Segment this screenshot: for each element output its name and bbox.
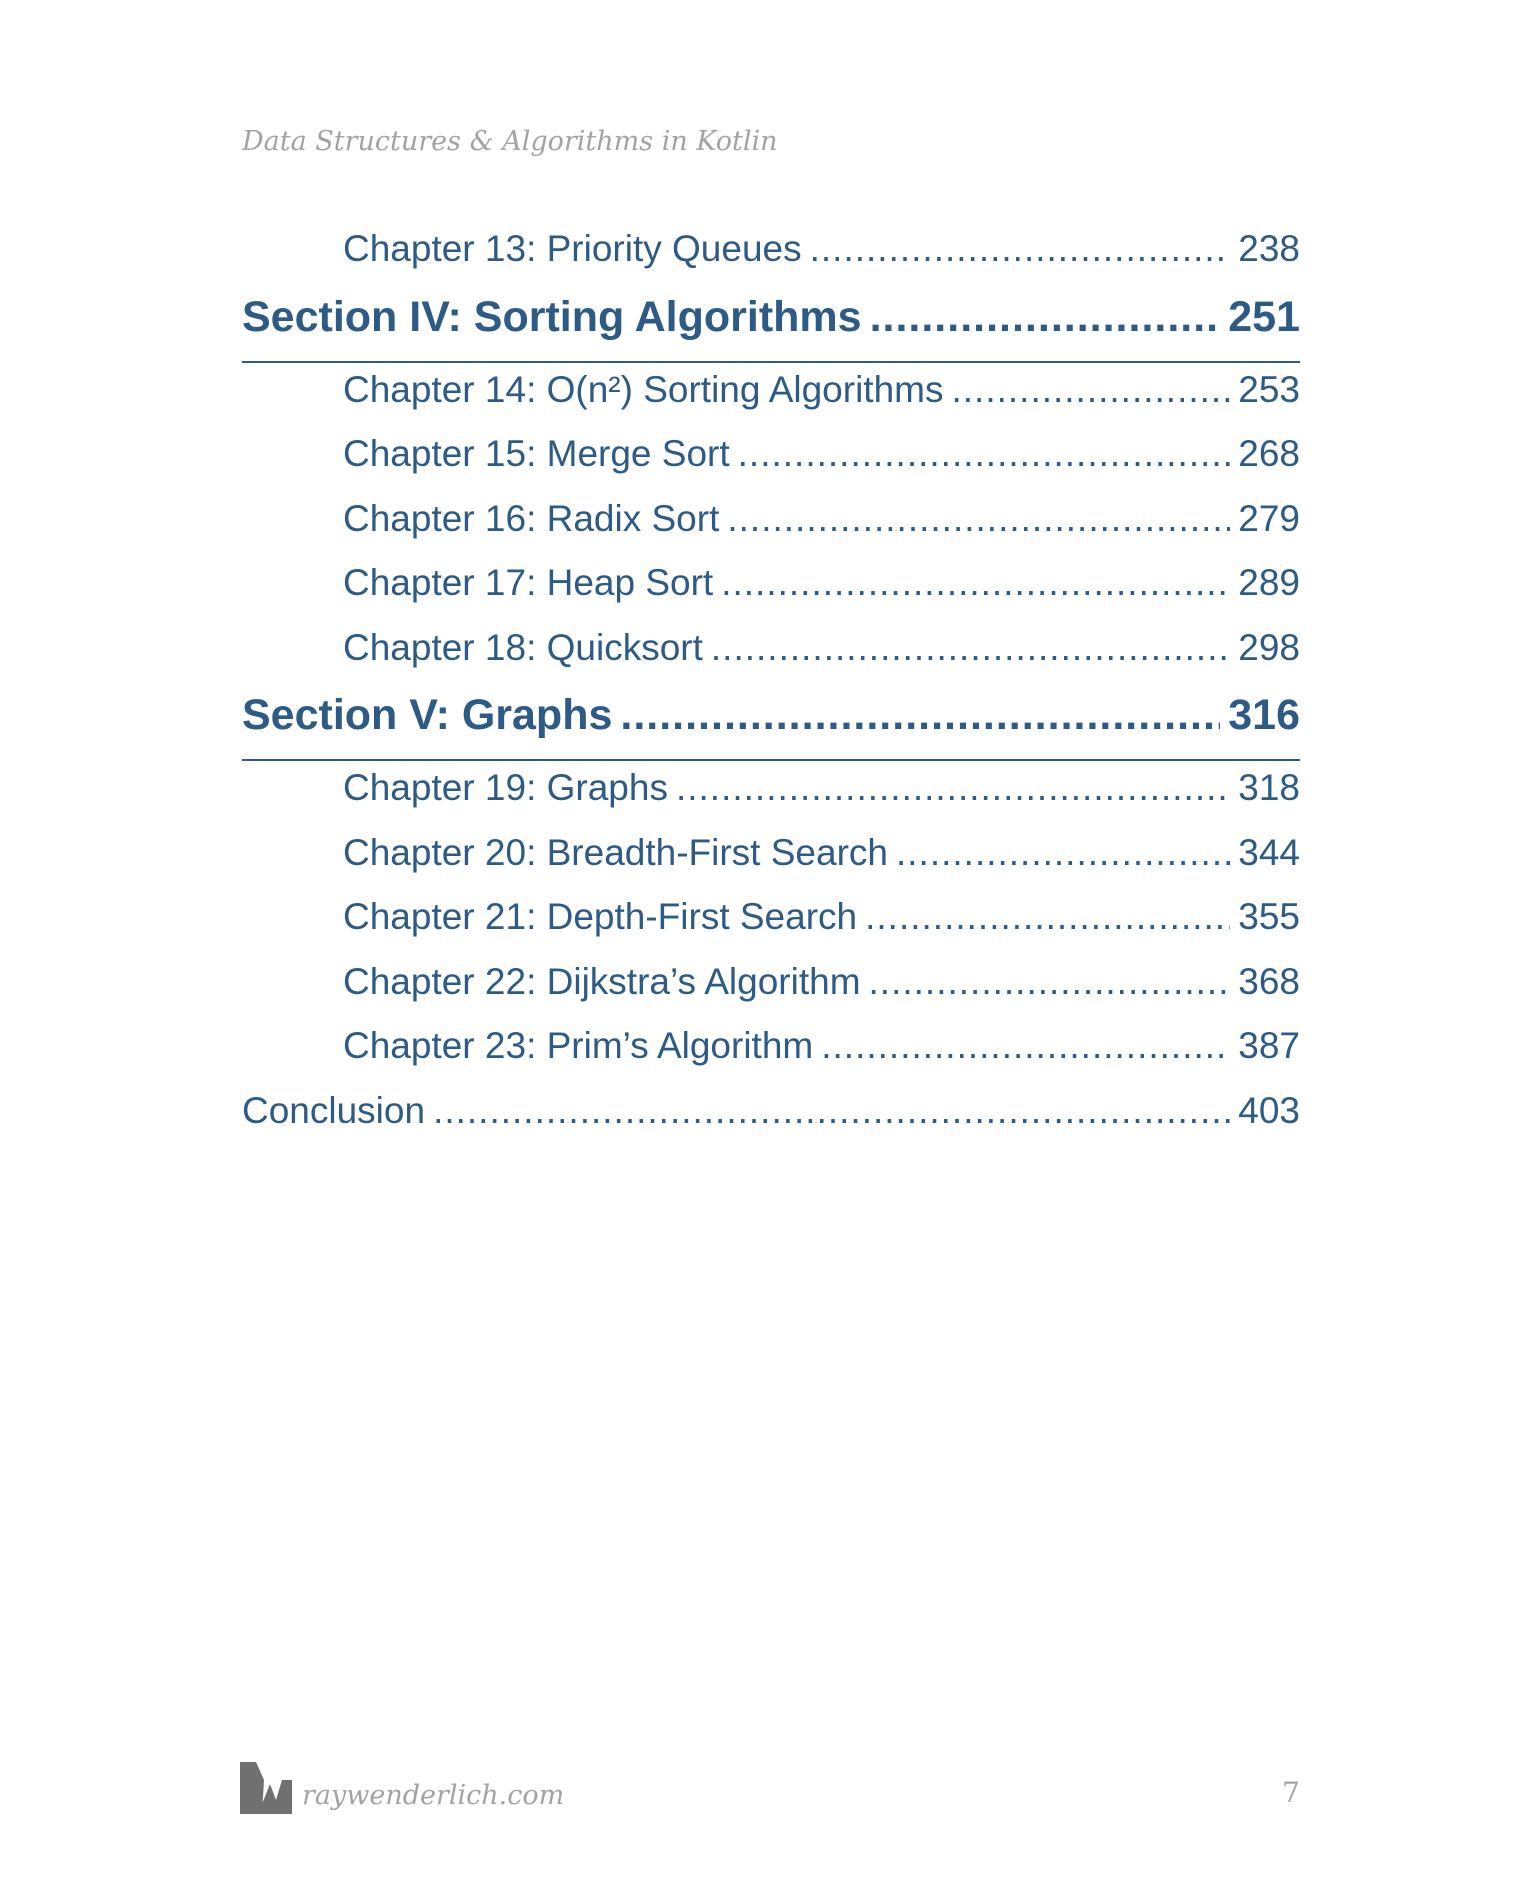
toc-entry-title: Chapter 15: Merge Sort	[343, 433, 730, 474]
toc-entry-title: Chapter 19: Graphs	[343, 767, 668, 808]
toc-entry-page: 344	[1238, 831, 1300, 873]
toc-dot-leader	[865, 896, 1230, 938]
toc-dot-leader	[870, 293, 1221, 342]
toc-entry-title: Chapter 18: Quicksort	[343, 626, 703, 668]
toc-entry-page: 298	[1238, 626, 1300, 668]
table-of-contents	[242, 228, 1300, 1154]
toc-dot-leader	[433, 1090, 1230, 1132]
toc-entry-title: Chapter 22: Dijkstra’s Algorithm	[343, 960, 861, 1002]
toc-entry-page: 318	[1238, 767, 1300, 808]
toc-entry-conclusion[interactable]	[242, 1090, 1300, 1155]
toc-entry[interactable]	[242, 369, 1300, 434]
toc-dot-leader	[810, 228, 1231, 270]
toc-dot-leader	[620, 691, 1220, 740]
toc-entry-title: Conclusion	[242, 1089, 426, 1131]
toc-entry-page: 355	[1238, 896, 1300, 937]
toc-entry[interactable]	[242, 767, 1300, 832]
toc-dot-leader	[951, 369, 1230, 411]
toc-entry-page: 316	[1228, 691, 1300, 739]
toc-section-entry[interactable]	[242, 293, 1300, 363]
toc-dot-leader	[727, 498, 1230, 540]
toc-entry[interactable]	[242, 562, 1300, 627]
toc-entry-page: 368	[1238, 960, 1300, 1002]
toc-dot-leader	[738, 433, 1231, 475]
toc-entry[interactable]	[242, 433, 1300, 498]
toc-entry-title: Chapter 20: Breadth-First Search	[343, 831, 888, 873]
toc-entry-page: 268	[1238, 433, 1300, 474]
toc-entry-title: Chapter 21: Depth-First Search	[343, 896, 858, 937]
toc-dot-leader	[821, 1025, 1230, 1067]
toc-entry[interactable]	[242, 896, 1300, 961]
toc-entry-title: Chapter 14: O(n²) Sorting Algorithms	[343, 368, 944, 410]
toc-entry-page: 251	[1228, 292, 1300, 341]
toc-entry[interactable]	[242, 228, 1300, 293]
toc-dot-leader	[896, 832, 1230, 874]
toc-entry-page: 387	[1238, 1025, 1300, 1066]
toc-entry[interactable]	[242, 832, 1300, 897]
toc-entry-title: Section IV: Sorting Algorithms	[242, 292, 862, 341]
toc-entry-page: 279	[1238, 497, 1300, 539]
toc-dot-leader	[711, 627, 1230, 669]
footer-site-link[interactable]: raywenderlich.com	[302, 1780, 565, 1811]
toc-dot-leader	[721, 562, 1230, 604]
toc-entry[interactable]	[242, 1025, 1300, 1090]
toc-dot-leader	[869, 961, 1231, 1003]
toc-entry[interactable]	[242, 961, 1300, 1026]
raywenderlich-logo-icon[interactable]	[240, 1762, 292, 1814]
toc-entry-page: 238	[1238, 228, 1300, 269]
toc-entry[interactable]	[242, 627, 1300, 692]
toc-entry-title: Chapter 16: Radix Sort	[343, 497, 720, 539]
toc-section-entry[interactable]	[242, 691, 1300, 761]
toc-entry-page: 253	[1238, 368, 1300, 410]
toc-entry-title: Chapter 23: Prim’s Algorithm	[343, 1025, 814, 1066]
toc-entry-title: Section V: Graphs	[242, 691, 613, 739]
running-header: Data Structures & Algorithms in Kotlin	[242, 126, 778, 157]
toc-entry-title: Chapter 17: Heap Sort	[343, 562, 714, 603]
toc-entry[interactable]	[242, 498, 1300, 563]
toc-entry-page: 289	[1238, 562, 1300, 603]
footer-page-number: 7	[1282, 1776, 1300, 1809]
toc-dot-leader	[676, 767, 1230, 809]
toc-entry-title: Chapter 13: Priority Queues	[343, 228, 802, 269]
toc-entry-page: 403	[1238, 1089, 1300, 1131]
